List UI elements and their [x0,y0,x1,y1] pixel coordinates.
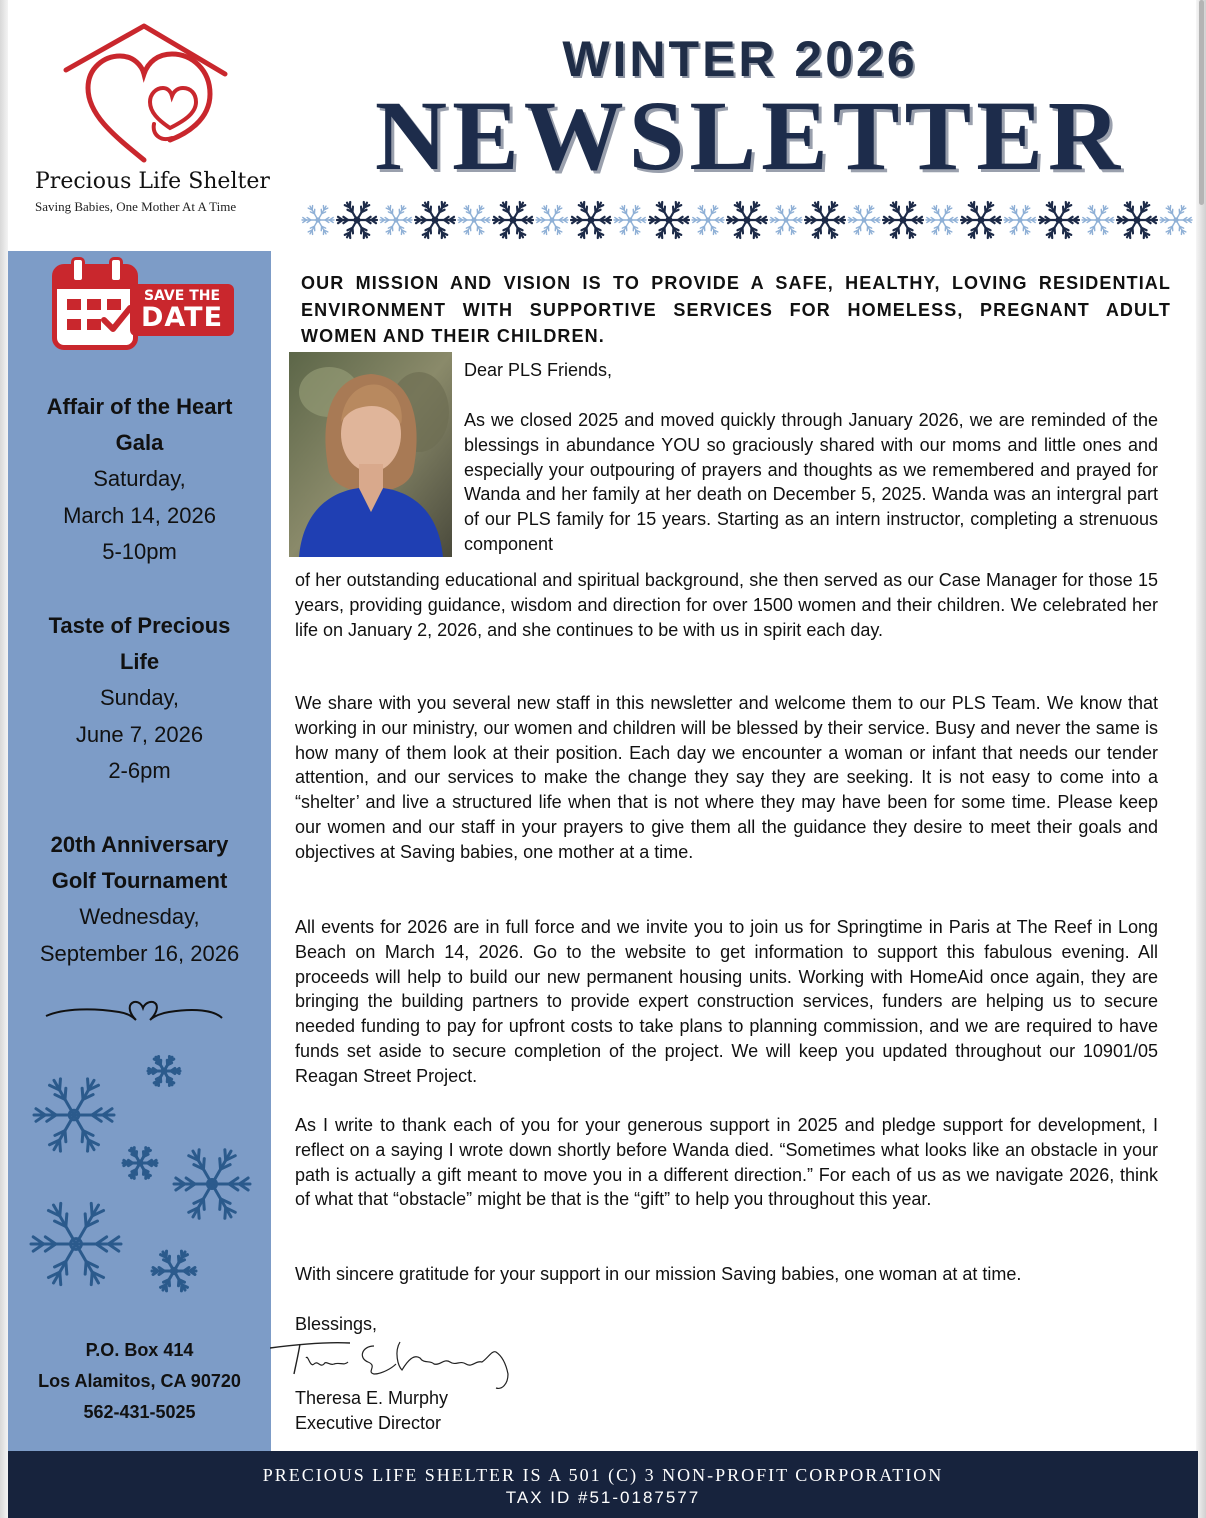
issue-season: WINTER 2026 [562,31,918,87]
mailing-address [8,1335,271,1428]
snowflake-border-icon [300,186,1196,256]
letter-greeting: Dear PLS Friends, [464,360,613,380]
brand-name: Precious Life Shelter [35,169,270,194]
letter-paragraph-events: All events for 2026 are in full force and we invite you to join us for Springtime in Paris at The Reef in Long Beach on March 14, 2026. Go to the website to get information to support this fabulous evening. All proceeds will help to build our new permanent housing units. Working with HomeAid once again, they are bringing the building partners to provide expert construction services, funders are helping us to secure needed funding to pay for upfront costs to take plans to planning commission, and we are required to have funds set aside to secure completion of the project. We will keep you updated throughout our 10901/05 Reagan Street Project. [295,917,1158,1086]
event-time: 2-6pm [108,758,171,783]
save-the-date-badge [52,264,242,352]
letter-paragraph-gratitude: With sincere gratitude for your support in our mission Saving babies, one woman at at time. [295,1264,1022,1284]
newsletter-title: NEWSLETTER [374,80,1126,191]
event-time: 5-10pm [102,539,177,564]
event-date: June 7, 2026 [75,721,204,747]
save-the-date-label [130,284,234,336]
event-golf [8,827,271,972]
address-phone: 562-431-5025 [83,1402,196,1422]
signer-name: Theresa E. Murphy [295,1388,449,1408]
event-name-line: Affair of the Heart [46,394,233,419]
event-day: Saturday, [93,466,186,491]
letter-paragraph-thanks: As I write to thank each of you for your generous support in 2025 and pledge support for development, I reflect on a saying I wrote down shortly before Wanda died. “Sometimes what looks like an obstacle in your path is actually a gift meant to move you in a different direction.” For each of us as we navigate 2026, think of what that “obstacle” might be that is the “gift” to help you throughout this year. [295,1115,1158,1210]
page-edge-right [1196,0,1206,1518]
tax-id: TAX ID #51-0187577 [505,1488,701,1507]
event-gala [8,389,271,571]
event-name-line: 20th Anniversary [50,832,229,857]
snowflakes-decoration-icon [8,1051,271,1311]
event-day: Wednesday, [79,904,200,929]
event-date: September 16, 2026 [39,940,240,966]
brand-tagline: Saving Babies, One Mother At A Time [35,199,237,214]
address-po-box: P.O. Box 414 [85,1340,194,1360]
letter-paragraph-staff: We share with you several new staff in this newsletter and welcome them to our PLS Team. We know that working in our ministry, our women and children will be blessed by their service. Busy and never the same is how many of them look at their position. Each day we encounter a woman or infant that needs our tender attention, and our services to make the change they say they are seeking. It is not easy to come into a “shelter’ and live a structured life when that is not where they may have been for some time. Please keep our women and our staff in your prayers to give them all the guidance they desire to meet their goals and objectives at Saving babies, one mother at a time. [295,693,1158,862]
event-day: Sunday, [99,685,180,710]
sidebar [8,251,271,1451]
heart-divider-icon [44,996,224,1026]
mission-statement: OUR MISSION AND VISION IS TO PROVIDE A SAFE, HEALTHY, LOVING RESIDENTIAL ENVIRONMENT WITH SUPPORTIVE SERVICES FOR HOMELESS, PREGNANT ADULT WOMEN AND THEIR CHILDREN. [301,273,1171,346]
save-the-date-line1: SAVE THE [143,288,221,304]
address-city: Los Alamitos, CA 90720 [38,1371,241,1391]
scrollbar-thumb[interactable] [1199,0,1204,205]
event-name-line: Gala [115,430,164,455]
nonprofit-statement: PRECIOUS LIFE SHELTER IS A 501 (C) 3 NON-PROFIT CORPORATION [262,1465,944,1485]
brand-logo [30,22,275,222]
house-heart-logo-icon [60,22,235,172]
event-name-line: Golf Tournament [51,868,228,893]
letter-paragraph-intro-continued: of her outstanding educational and spiritual background, she then served as our Case Manager for those 15 years, providing guidance, wisdom and direction for over 1500 women and their children. We celebrated her life on January 2, 2026, and she continues to be with us in spirit each day. [295,570,1158,640]
footer-banner [8,1451,1198,1518]
letter-closing: Blessings, [295,1314,378,1334]
director-photo [289,352,452,557]
event-date: March 14, 2026 [63,502,216,528]
event-taste [8,608,271,790]
page-edge-left [0,0,8,1518]
letter-paragraph-intro: As we closed 2025 and moved quickly through January 2026, we are reminded of the blessings in abundance YOU so graciously shared with our moms and little ones and especially your outpouring of prayers and thoughts as we remembered and prayed for Wanda and her family at her death on December 5, 2025. Wanda was an intergral part of our PLS family for 15 years. Starting as an intern instructor, completing a strenuous component [464,410,1158,554]
save-the-date-line2: DATE [140,302,224,333]
signer-title: Executive Director [295,1413,442,1433]
event-name-line: Taste of Precious [48,613,231,638]
checkmark-icon [100,304,134,334]
event-name-line: Life [119,649,160,674]
